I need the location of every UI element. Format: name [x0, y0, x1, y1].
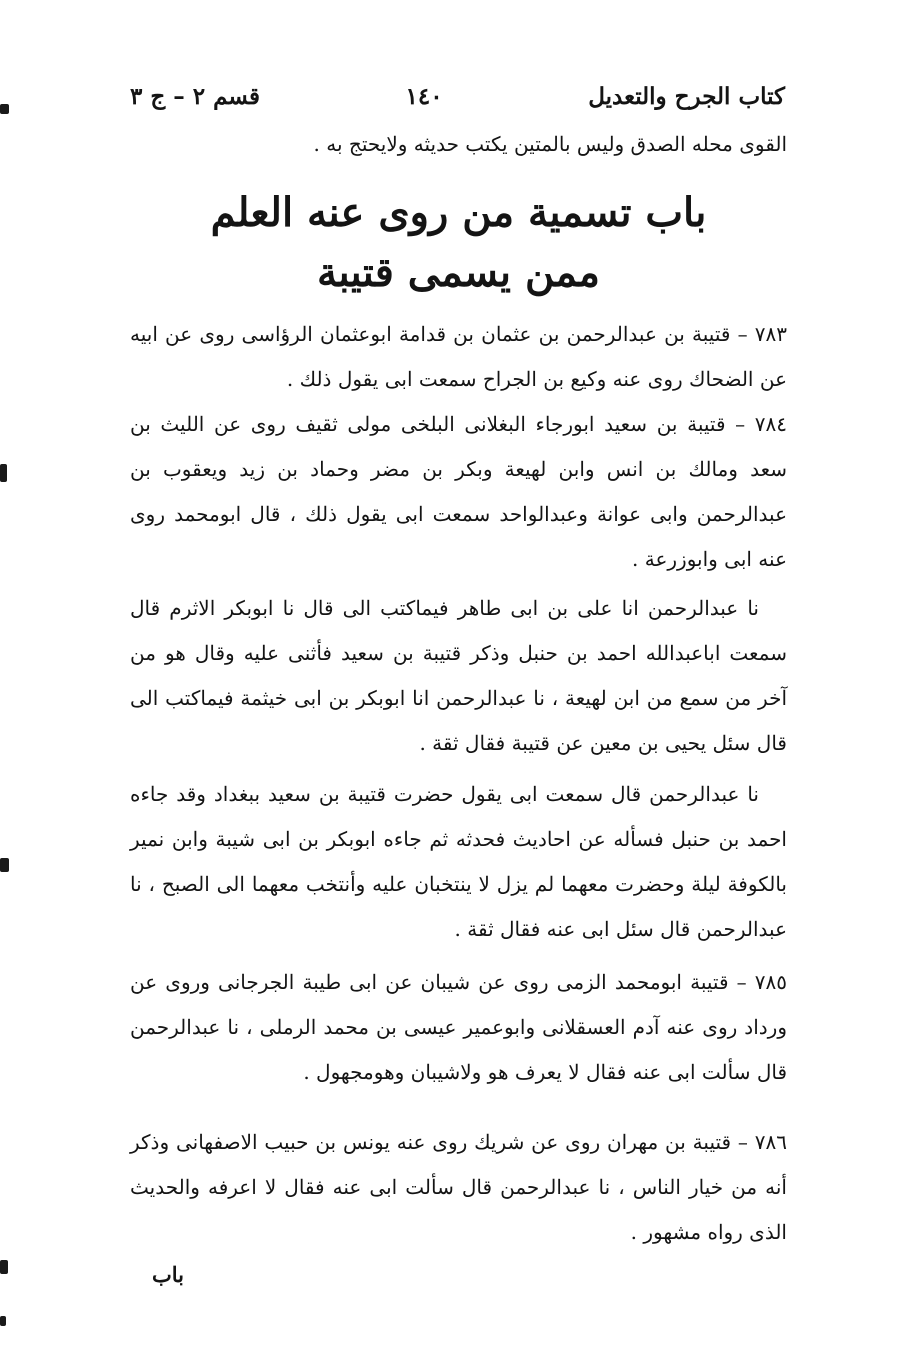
catchword: باب	[152, 1262, 185, 1287]
entry-784-commentary-1: نا عبدالرحمن انا على بن ابى طاهر فيماكتب الى قال نا ابوبكر الاثرم قال سمعت اباعبدالله احمد بن حنبل وذكر قتيبة بن سعيد فأثنى عليه وقال هو من آخر من سمع من ابن لهيعة ، نا عبدالرحمن انا ابوبكر بن ابى خيثمة فيماكتب الى قال سئل يحيى بن معين عن قتيبة فقال ثقة .	[130, 596, 787, 755]
page-number: ١٤٠	[405, 82, 443, 110]
continuation-text: القوى محله الصدق وليس بالمتين يكتب حديثه ولايحتج به .	[313, 132, 787, 156]
margin-ink-mark	[0, 104, 9, 114]
margin-ink-mark	[0, 1260, 8, 1274]
margin-ink-mark	[0, 1316, 6, 1326]
margin-ink-mark	[0, 858, 9, 872]
running-header	[130, 76, 785, 116]
entry-783: ٧٨٣ – قتيبة بن عبدالرحمن بن عثمان بن قدامة ابوعثمان الرؤاسى روى عن ابيه عن الضحاك روى عنه وكيع بن الجراح سمعت ابى يقول ذلك .	[130, 322, 787, 391]
book-title: كتاب الجرح والتعديل	[588, 82, 785, 110]
chapter-heading: باب تسمية من روى عنه العلم	[210, 189, 707, 236]
entry-784-commentary-2: نا عبدالرحمن قال سمعت ابى يقول حضرت قتيبة بن سعيد ببغداد وقد جاءه احمد بن حنبل فسأله عن احاديث فحدثه ثم جاءه ابوبكر بن ابى شيبة وابن نمير بالكوفة ليلة وحضرت معهما لم يزل لا ينتخبان عليه وأنتخب معهما الى الصبح ، نا عبدالرحمن قال سئل ابى عنه فقال ثقة .	[130, 782, 787, 941]
entry-785: ٧٨٥ – قتيبة ابومحمد الزمى روى عن شيبان عن ابى طيبة الجرجانى وروى عن ورداد روى عنه آدم العسقلانى وابوعمير عيسى بن محمد الرملى ، نا عبدالرحمن قال سألت ابى عنه فقال لا يعرف هو ولاشيبان وهومجهول .	[130, 970, 787, 1084]
entry-784: ٧٨٤ – قتيبة بن سعيد ابورجاء البغلانى البلخى مولى ثقيف روى عن الليث بن سعد ومالك بن انس وابن لهيعة وبكر بن مضر وحماد بن زيد ويعقوب بن عبدالرحمن وابى عوانة وعبدالواحد سمعت ابى يقول ذلك ، قال ابومحمد روى عنه ابى وابوزرعة .	[130, 412, 788, 571]
section-reference: قسم ٢ – ج ٣	[130, 82, 260, 110]
margin-ink-mark	[0, 464, 7, 482]
entry-786: ٧٨٦ – قتيبة بن مهران روى عن شريك روى عنه يونس بن حبيب الاصفهانى وذكر أنه من خيار الناس ، نا عبدالرحمن قال سألت ابى عنه فقال لا اعرفه والحديث الذى رواه مشهور .	[130, 1130, 787, 1244]
chapter-subheading: ممن يسمى قتيبة	[317, 249, 600, 296]
